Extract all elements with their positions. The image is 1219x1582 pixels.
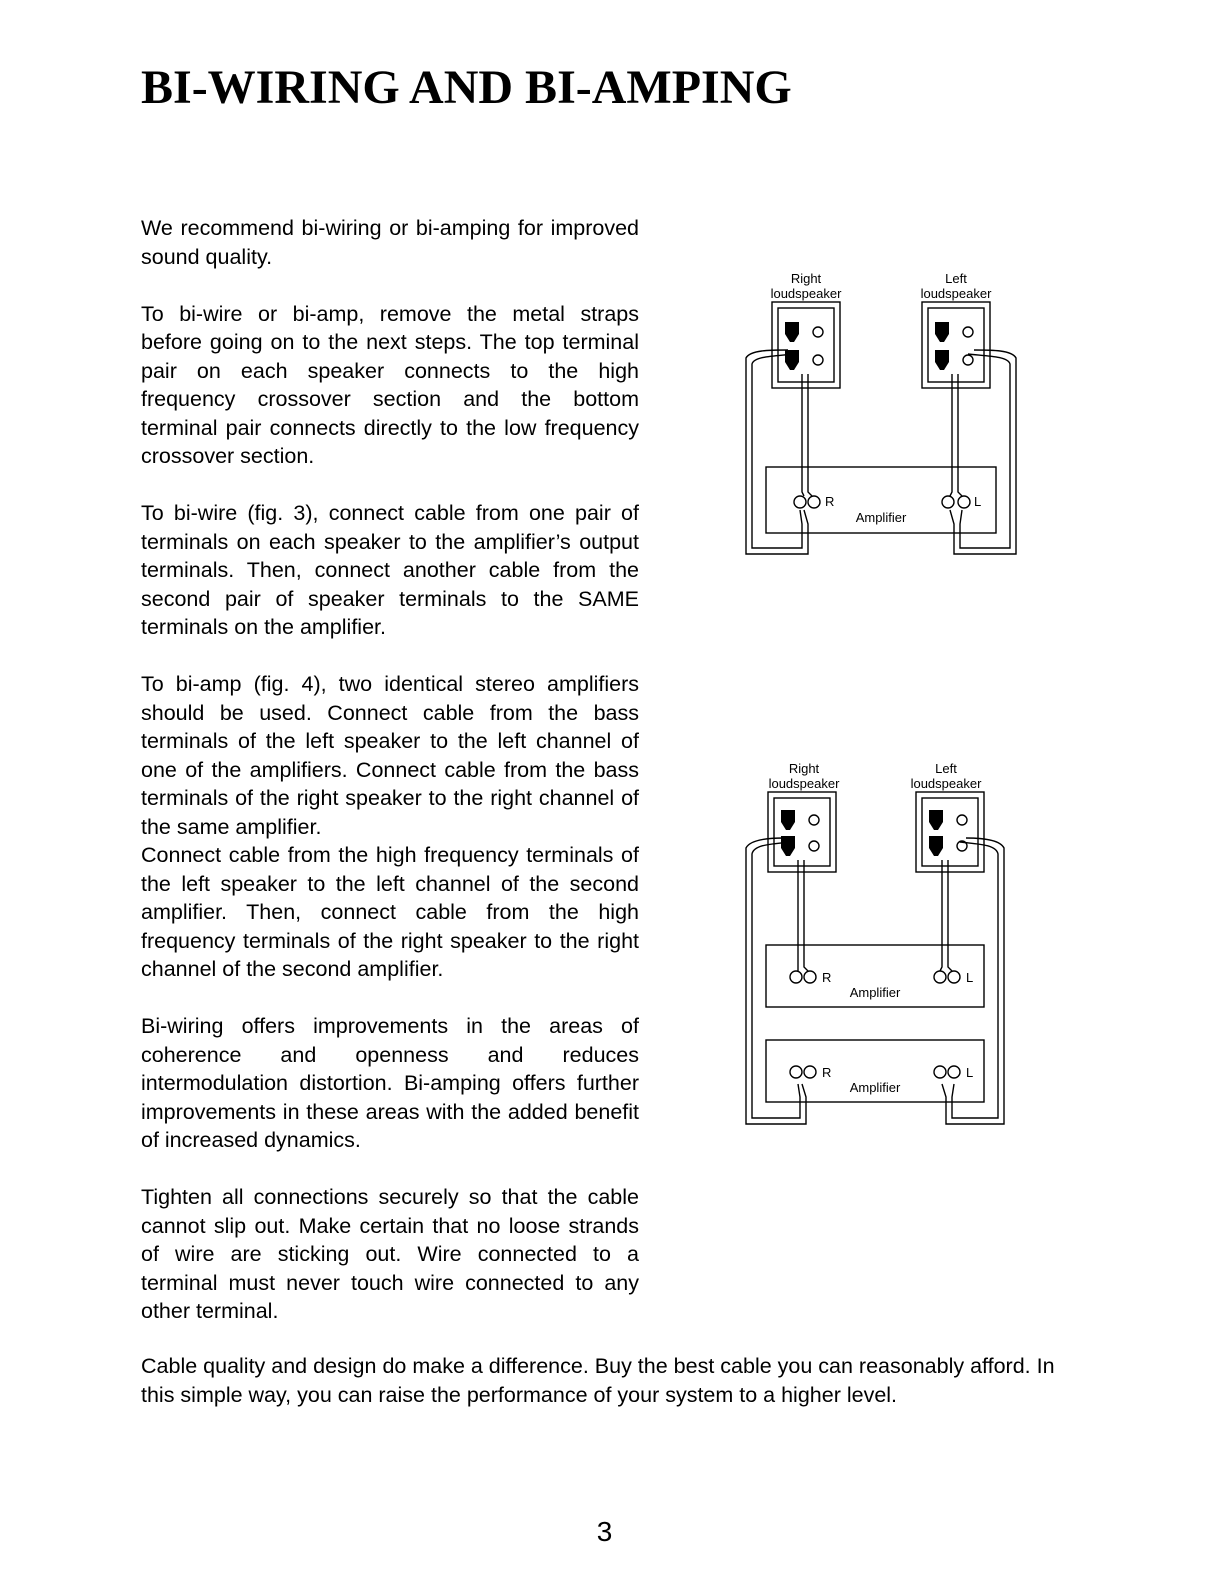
amplifier-top-label: Amplifier [849,985,901,1000]
paragraph-benefits: Bi-wiring offers improvements in the areas of coherence and openness and reduces intermodulation distortion. Bi-amping offers further improvements in these areas with the added benefit of increased dynamics. [141,1014,639,1152]
body-text [141,214,639,1354]
amplifier-label: Amplifier [855,510,907,525]
amplifier-bottom-label: Amplifier [849,1080,901,1095]
biwire-diagram [730,262,1030,562]
amp-bottom-channel-l: L [966,1065,974,1080]
page-number: 3 [596,1516,613,1547]
amp-channel-l: L [974,494,982,509]
amp-top-channel-l: L [966,970,974,985]
left-speaker-label-2: loudspeaker [910,776,982,791]
right-speaker-box [768,792,836,872]
amp-channel-r: R [825,494,835,509]
right-speaker-label-2: loudspeaker [770,286,842,301]
amp-top-channel-r: R [822,970,832,985]
right-speaker-box [772,302,840,388]
left-speaker-box [916,792,984,872]
biamp-diagram [730,752,1030,1132]
paragraph-closing: Cable quality and design do make a difference. Buy the best cable you can reasonably afford. In this simple way, you can raise the performance of your system to a higher level. [141,1354,1055,1407]
left-speaker-label-2: loudspeaker [920,286,992,301]
right-speaker-label-1: Right [788,761,820,776]
right-speaker-label-1: Right [790,271,822,286]
paragraph-intro: We recommend bi-wiring or bi-amping for improved sound quality. [141,216,639,269]
page-title: BI-WIRING AND BI-AMPING [141,61,792,114]
right-speaker-label-2: loudspeaker [768,776,840,791]
paragraph-straps: To bi-wire or bi-amp, remove the metal straps before going on to the next steps. The top terminal pair on each speaker connects to the high frequency crossover section and the bottom terminal pair connects directly to the low frequency crossover section. [141,301,639,468]
paragraph-biwire: To bi-wire (fig. 3), connect cable from one pair of terminals on each speaker to the amplifier’s output terminals. Then, connect another cable from the second pair of speaker terminals to the SAME terminals on the amplifier. [141,501,639,639]
paragraph-biamp-2: Connect cable from the high frequency terminals of the left speaker to the left channel of the second amplifier. Then, connect cable from the high frequency terminals of the right speaker to the right channel of the second amplifier. [141,843,639,981]
left-speaker-box [922,302,990,388]
paragraph-biamp-1: To bi-amp (fig. 4), two identical stereo amplifiers should be used. Connect cable from the bass terminals of the left speaker to the left channel of one of the amplifiers. Connect cable from the bass terminals of the right speaker to the right channel of the same amplifier. [141,672,639,839]
paragraph-tighten: Tighten all connections securely so that the cable cannot slip out. Make certain that no loose strands of wire are sticking out. Wire connected to a terminal must never touch wire connected to any other terminal. [141,1185,639,1323]
amp-bottom-channel-r: R [822,1065,832,1080]
left-speaker-label-1: Left [945,271,967,286]
left-speaker-label-1: Left [935,761,957,776]
